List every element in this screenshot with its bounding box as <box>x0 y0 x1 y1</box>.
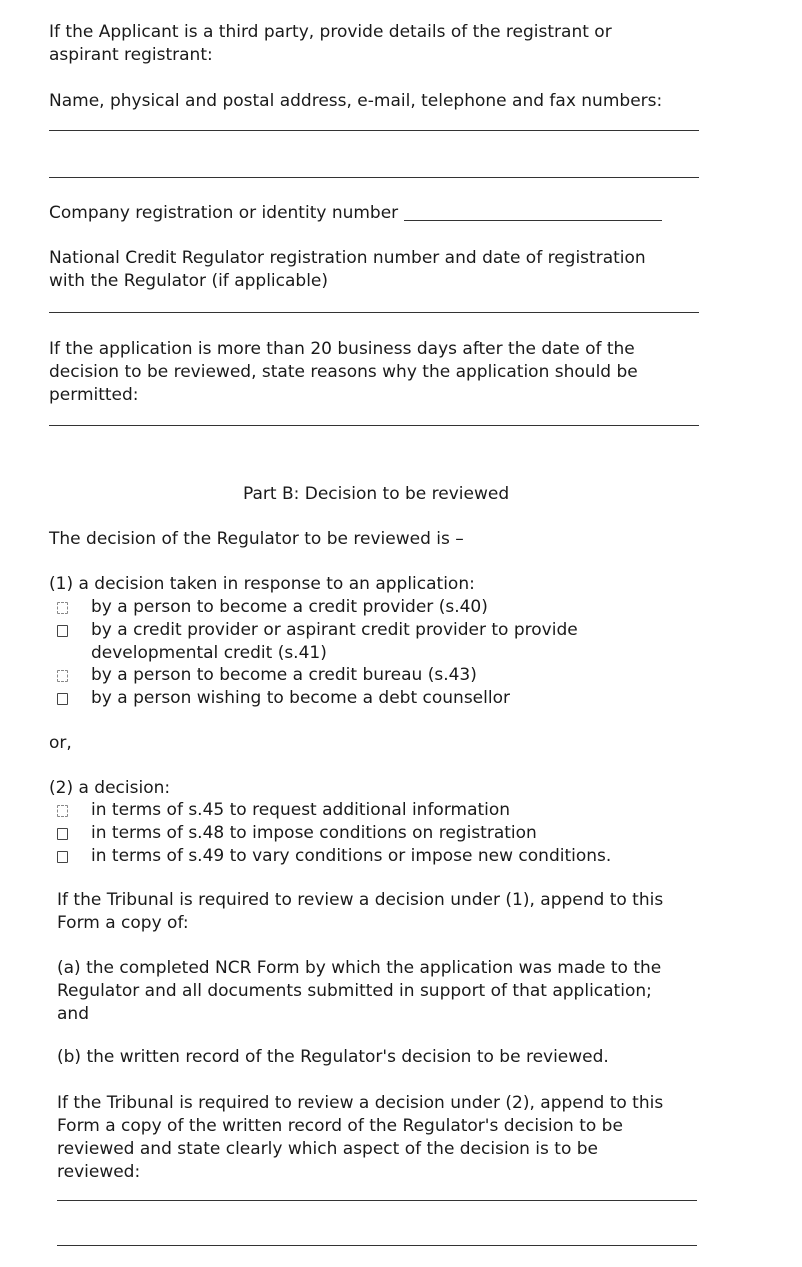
third-party-intro-line-2: aspirant registrant: <box>49 45 213 65</box>
company-registration-row <box>49 202 662 225</box>
review-2-line-4: reviewed: <box>57 1162 141 1182</box>
option-s48-label: in terms of s.48 to impose conditions on registration <box>91 823 537 843</box>
checkbox-debt-counsellor[interactable] <box>57 693 68 705</box>
item-a-line-3: and <box>57 1004 89 1024</box>
company-registration-label: Company registration or identity number <box>49 203 399 223</box>
company-registration-field[interactable] <box>404 220 662 221</box>
group-1-label: (1) a decision taken in response to an application: <box>49 574 475 594</box>
option-developmental-credit-label-2: developmental credit (s.41) <box>91 643 327 663</box>
review-2-line-3: reviewed and state clearly which aspect of the decision is to be <box>57 1139 598 1159</box>
contact-details-line-1[interactable] <box>49 130 699 131</box>
review-aspect-line-2[interactable] <box>57 1245 697 1246</box>
ncr-registration-line-2: with the Regulator (if applicable) <box>49 271 329 291</box>
item-a-line-2: Regulator and all documents submitted in support of that application; <box>57 981 652 1001</box>
late-application-reasons-field[interactable] <box>49 425 699 426</box>
late-application-line-1: If the application is more than 20 business days after the date of the <box>49 339 635 359</box>
option-s49-label: in terms of s.49 to vary conditions or impose new conditions. <box>91 846 612 866</box>
checkbox-s49[interactable] <box>57 851 68 863</box>
third-party-intro-line-1: If the Applicant is a third party, provide details of the registrant or <box>49 22 612 42</box>
checkbox-credit-provider[interactable] <box>57 602 68 614</box>
option-credit-provider-label: by a person to become a credit provider (s.40) <box>91 597 488 617</box>
late-application-line-2: decision to be reviewed, state reasons why the application should be <box>49 362 638 382</box>
contact-details-label: Name, physical and postal address, e-mail, telephone and fax numbers: <box>49 91 663 111</box>
option-credit-bureau-label: by a person to become a credit bureau (s.43) <box>91 665 477 685</box>
option-s45-label: in terms of s.45 to request additional information <box>91 800 511 820</box>
ncr-registration-line-1: National Credit Regulator registration number and date of registration <box>49 248 646 268</box>
decision-intro: The decision of the Regulator to be reviewed is – <box>49 529 464 549</box>
late-application-line-3: permitted: <box>49 385 139 405</box>
checkbox-s48[interactable] <box>57 828 68 840</box>
checkbox-developmental-credit[interactable] <box>57 625 68 637</box>
review-1-line-2: Form a copy of: <box>57 913 189 933</box>
or-label: or, <box>49 733 72 753</box>
contact-details-line-2[interactable] <box>49 177 699 178</box>
group-2-label: (2) a decision: <box>49 778 171 798</box>
checkbox-s45[interactable] <box>57 805 68 817</box>
option-developmental-credit-label-1: by a credit provider or aspirant credit provider to provide <box>91 620 578 640</box>
item-a-line-1: (a) the completed NCR Form by which the application was made to the <box>57 958 662 978</box>
ncr-registration-field[interactable] <box>49 312 699 313</box>
review-aspect-line-1[interactable] <box>57 1200 697 1201</box>
part-b-heading: Part B: Decision to be reviewed <box>243 484 510 504</box>
checkbox-credit-bureau[interactable] <box>57 670 68 682</box>
review-1-line-1: If the Tribunal is required to review a decision under (1), append to this <box>57 890 664 910</box>
option-debt-counsellor-label: by a person wishing to become a debt counsellor <box>91 688 510 708</box>
item-b-line-1: (b) the written record of the Regulator's decision to be reviewed. <box>57 1047 609 1067</box>
review-2-line-1: If the Tribunal is required to review a decision under (2), append to this <box>57 1093 664 1113</box>
review-2-line-2: Form a copy of the written record of the Regulator's decision to be <box>57 1116 623 1136</box>
